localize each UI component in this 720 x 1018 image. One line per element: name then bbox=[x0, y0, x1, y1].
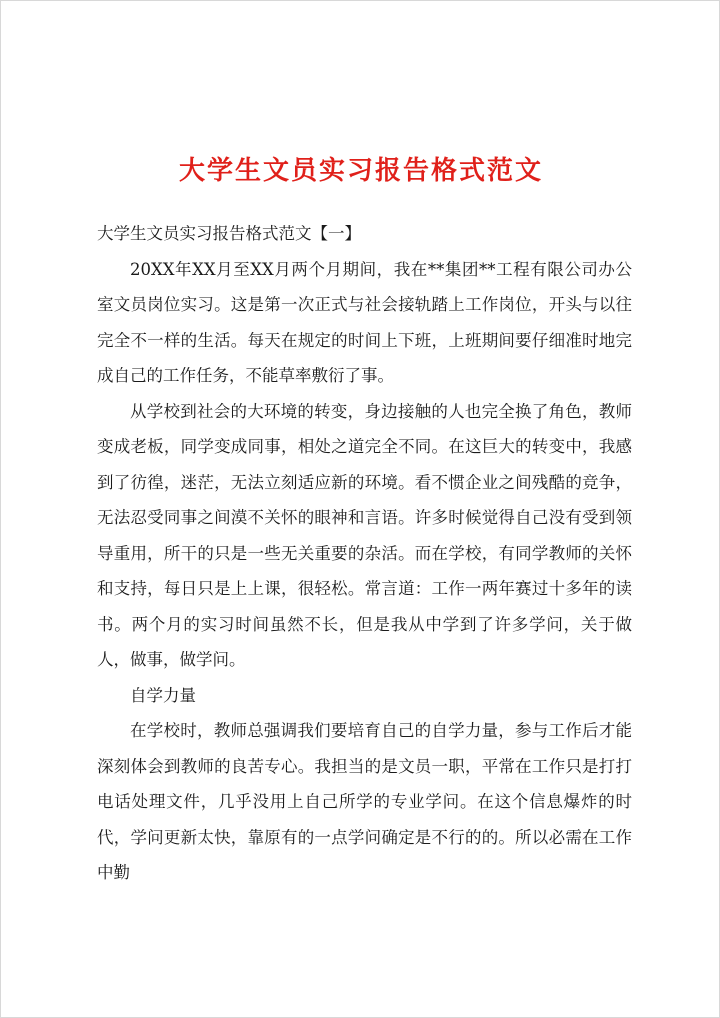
document-body bbox=[97, 216, 632, 891]
document-title: 大学生文员实习报告格式范文 bbox=[178, 156, 543, 186]
section-heading: 大学生文员实习报告格式范文【一】 bbox=[97, 224, 361, 243]
paragraph-1: 20XX年XX月至XX月两个月期间，我在**集团**工程有限公司办公室文员岗位实习。这是第一次正式与社会接轨踏上工作岗位，开头与以往完全不一样的生活。每天在规定的时间上下班，上班期间要仔细准时地完成自己的工作任务，不能草率敷衍了事。 bbox=[97, 259, 632, 385]
paragraph-2: 从学校到社会的大环境的转变，身边接触的人也完全换了角色，教师变成老板，同学变成同事，相处之道完全不同。在这巨大的转变中，我感到了彷徨，迷茫，无法立刻适应新的环境。看不惯企业之间残酷的竞争，无法忍受同事之间漠不关怀的眼神和言语。许多时候觉得自己没有受到领导重用，所干的只是一些无关重要的杂活。而在学校，有同学教师的关怀和支持，每日只是上上课，很轻松。常言道：工作一两年赛过十多年的读书。两个月的实习时间虽然不长，但是我从中学到了许多学问，关于做人，做事，做学问。 bbox=[97, 401, 632, 669]
subheading: 自学力量 bbox=[130, 685, 196, 705]
paragraph-3: 在学校时，教师总强调我们要培育自己的自学力量，参与工作后才能深刻体会到教师的良苦专心。我担当的是文员一职，平常在工作只是打打电话处理文件，几乎没用上自己所学的专业学问。在这个信息爆炸的时代，学问更新太快，靠原有的一点学问确定是不行的的。所以必需在工作中勤 bbox=[97, 721, 632, 882]
